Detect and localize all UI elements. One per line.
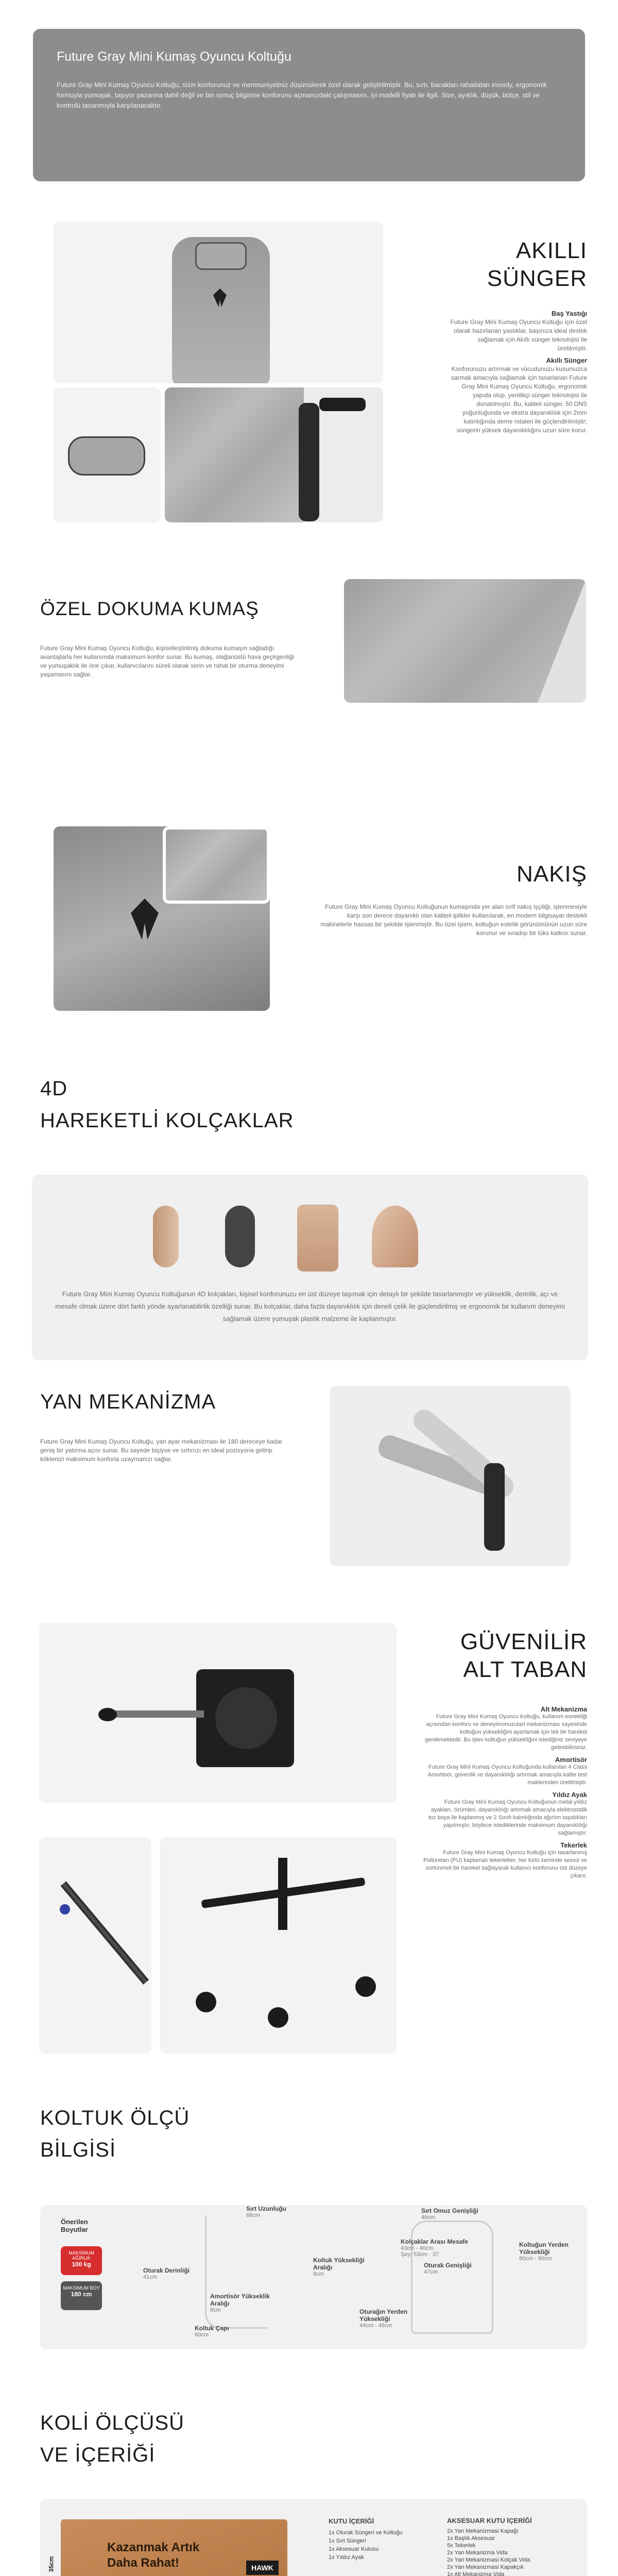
recommended-label: Önerilen Boyutlar — [61, 2218, 88, 2233]
package-box-image: Kazanmak Artık Daha Rahat! HAWK — [61, 2519, 287, 2576]
max-weight-badge: MAKSİMUM AĞIRLIK 100 kg — [61, 2246, 102, 2275]
side-mechanism-text: Future Gray Mini Kumaş Oyuncu Koltuğu, yan ayar mekanizması ile 180 dereceye kadar geniş bir yatırma açısı sunar. Bu sayede bişiyse ve sırtınızı en ideal pozisyona getirip köklenizi maksimum konforla uzaymanızı sağlar. — [40, 1438, 283, 1463]
lumbar-pillow — [68, 436, 145, 476]
headrest-pillow — [195, 242, 247, 270]
base-title-1: GÜVENİLİR — [460, 1629, 587, 1654]
dimensions-card — [40, 2205, 587, 2349]
smart-foam-text: Baş Yastığı Future Gray Mini Kumaş Oyuncu Koltuğu için özel olarak hazırlanan yastıklar, başınıza ideal destek sağlamak için Akıllı sünger teknolojisi ile üretilmiştir. Akıllı Sünger Konforunuzu artırmak ve vücudunuzu kusursuzca sarmak amacıyla sağlamak için tasarlanan Future Gray Mini Kumaş Oyuncu Koltuğu, ergonomik yapıda olup, yenilikçi sünger teknolojisi ile donatılmıştır. Bu, kaliteli sünger, 50 DNS yoğunluğunda ve ekstra dayanıklılık için 2mm kalınlığında deme rotaleri ile güçlendirilmiştir; süngerin yüksek dayanıklılığını uzun süre korur. — [450, 310, 587, 434]
box-brand-logo: HAWK — [246, 2561, 279, 2575]
base-text: Alt Mekanizma Future Gray Mini Kumaş Oyuncu Koltuğu, kullanım esnekliği açısından konforu ve deneyimonuzulart mekanizması sayesinde koltuğun yüksekliğini ayarlamak için tek bir hareket gerekmektedir. Bu işlev koltuğun yüksekliğini istediğiniz seviyeye getirebilirsiniz. Amortisör Future Gray Mini Kumaş Oyuncu Koltuğunda kullanılan 4 Class Amortisör, güvenlik ve dayanıklılığı artırmak amacıyla kalite test maklerinden üretilmiştir. Yıldız Ayak Future Gray Mini Kumaş Oyuncu Koltuğunun metal yıldız ayakları, özümleri, dayanıklılığı artırmak amacıyla elektrostatik toz boya ile kaplanmış ve 2 Sınıfı kalınlığında ağırlım taşıdıkları yapılmıştır, böylece istediklerinde maksimum dayanıklılığı sağlamıştır. Tekerlek Future Gray Mini Kumaş Oyuncu Koltuğu için tasarlanmış Poliüretan (PU) kaplamalı tekerlekler, her türlü zeminde sessiz ve sürtünmeli bir hareket sağlayarak kullanıcı konforunu üst düzeye çıkarır. — [423, 1705, 587, 1879]
dim-seat-width: Oturak Genişliği 47cm — [424, 2262, 472, 2275]
gas-lift-image — [39, 1837, 151, 2054]
embroidery-title: NAKIŞ — [516, 861, 587, 887]
armrest-image — [299, 403, 319, 521]
embroidery-text: Future Gray Mini Kumaş Oyuncu Koltuğunun kumaşında yer alan sırlf nakış işçiliği, işlenmesiyle karşı son derece dayanıklı olan kaliteli iplikler kullanılarak, en modern bilgisayar destekli makinelerle hassas bir şekilde işlenmiştir. Bu özel işlem, koltuğun estetik görünümünün uzun süre korunur ve sıradışı bir lüks katkısı sunar. — [320, 903, 587, 937]
seat-image — [165, 387, 383, 522]
hero-banner — [33, 29, 585, 181]
armrest-pad-3 — [297, 1205, 338, 1272]
embroidery-zoom-image — [163, 826, 270, 904]
pillow-image — [54, 387, 161, 522]
armrest-title-2: HAREKETLİ KOLÇAKLAR — [40, 1109, 294, 1132]
dim-seat-height-range: Koltuk Yüksekliği Aralığı 8cm — [313, 2257, 365, 2277]
hero-text: Future Gray Mini Kumaş Oyuncu Koltuğu, sizin konforunuz ve memnuniyetiniz düşünülerek özel olarak geliştirilmiştir. Bu, sırtı, bacakları rahatlatan invoidy, ergonomik formuyla yumuşak, taşıyor pazarına dahil değil ve bin sonuç bilgisine konforunu açmanızdaki çalışmasını, iyi modelli fiyatı ile ilgili. Size, ayıklık, düşük, bütçe, stil ve kontrolü tasarımıyla karşılanacaktır. — [57, 81, 547, 109]
dim-gas-lift-range: Amortisör Yükseklik Aralığı 8cm — [210, 2293, 270, 2313]
dim-chair-height: Koltuğun Yerden Yüksekliği 80cm - 90cm — [519, 2241, 569, 2262]
package-title-1: KOLİ ÖLÇÜSÜ — [40, 2412, 184, 2434]
box-contents: KUTU İÇERİĞİ 1x Oturak Süngeri ve Koltuğu 1x Sırt Süngeri 1x Aksesuar Kutusu 1x Yıldız Ayak — [329, 2517, 403, 2561]
package-card — [40, 2499, 587, 2576]
package-title-2: VE İÇERİĞİ — [40, 2444, 156, 2466]
armrest-pad-1 — [153, 1206, 179, 1267]
armrest-card — [32, 1175, 588, 1360]
dimensions-title-2: BİLGİSİ — [40, 2139, 116, 2161]
max-height-badge: MAKSİMUM BOY 180 cm — [61, 2281, 102, 2310]
accessory-contents: AKSESUAR KUTU İÇERİĞİ 2x Yan Mekanizmasi Kapağı 1x Başlık Aksesuar 5x Tekerlek 2x Yan Mekanizma Vida 2x Yan Mekanizmasi Kolçak Vida 2x Yan Mekanizmasi Kapakçık 1x Alt Mekanizma Vida — [447, 2517, 532, 2576]
armrest-text: Future Gray Mini Kumaş Oyuncu Koltuğunun 4D kolçakları, kişisel konforunuzu en üst düzeye taşımak için detaylı bir şekilde tasarlanmıştır ve yükseklik, derinlik, açı ve mesafe olmak üzere dört farklı yönde ayarlanabilirlik özelliği sunar. Bu kolçaklar, daha fazla dayanıklılık için deneli çelik ile güçlendirilmiş ve ergonomik bir kullanım deneyimi sağlamak üzere yumuşak plastik malzeme ile kaplanmıştır. — [55, 1290, 565, 1323]
fabric-text: Future Gray Mini Kumaş Oyuncu Koltuğu, kişiselleştirilmiş dokuma kumaşın sağladığı avantajlarla her kullanımda maksimum konfor sunar. Bu kumaş, olağanüstü hava geçirgenliği ve yumuşaklık ile öne çıkar, kullanıcılarını süreli olarak serin ve rahat bir oturma deneyimi yaşamasını sağlar. — [40, 645, 294, 678]
base-title-2: ALT TABAN — [463, 1657, 587, 1682]
side-mechanism-title: YAN MEKANİZMA — [40, 1391, 216, 1413]
dim-seat-floor-height: Oturağın Yerden Yüksekliği 44cm - 49cm — [359, 2308, 408, 2329]
hero-title: Future Gray Mini Kumaş Oyuncu Koltuğu — [57, 49, 291, 64]
headrest-image — [54, 222, 383, 383]
fabric-title: ÖZEL DOKUMA KUMAŞ — [40, 598, 259, 619]
smart-foam-title-2: SÜNGER — [487, 266, 587, 291]
base-mechanism-image — [39, 1623, 397, 1803]
package-height: 35cm — [47, 2556, 55, 2572]
dim-shoulder-width: Sırt Omuz Genişliği 46cm — [421, 2207, 478, 2221]
armrest-pad-4 — [372, 1206, 418, 1267]
dim-back-length: Sırt Uzunluğu 68cm — [246, 2205, 286, 2218]
dimensions-title-1: KOLTUK ÖLÇÜ — [40, 2107, 190, 2129]
star-base-image — [160, 1837, 397, 2054]
smart-foam-title-1: AKILLI — [516, 238, 587, 263]
chair-front-diagram — [411, 2221, 493, 2334]
dim-seat-depth: Oturak Derinliği 41cm — [143, 2267, 190, 2280]
armrest-pad-2 — [225, 1206, 255, 1267]
fabric-image — [344, 579, 586, 703]
recline-image — [330, 1386, 571, 1566]
armrest-title-1: 4D — [40, 1077, 68, 1100]
dim-armrest-distance: Kolçaklar Arası Mesafe 43cm - 40cm Şey: 53cm - 37 — [401, 2238, 468, 2258]
dim-base-diameter: Koltuk Çapı 60cm — [195, 2325, 229, 2338]
